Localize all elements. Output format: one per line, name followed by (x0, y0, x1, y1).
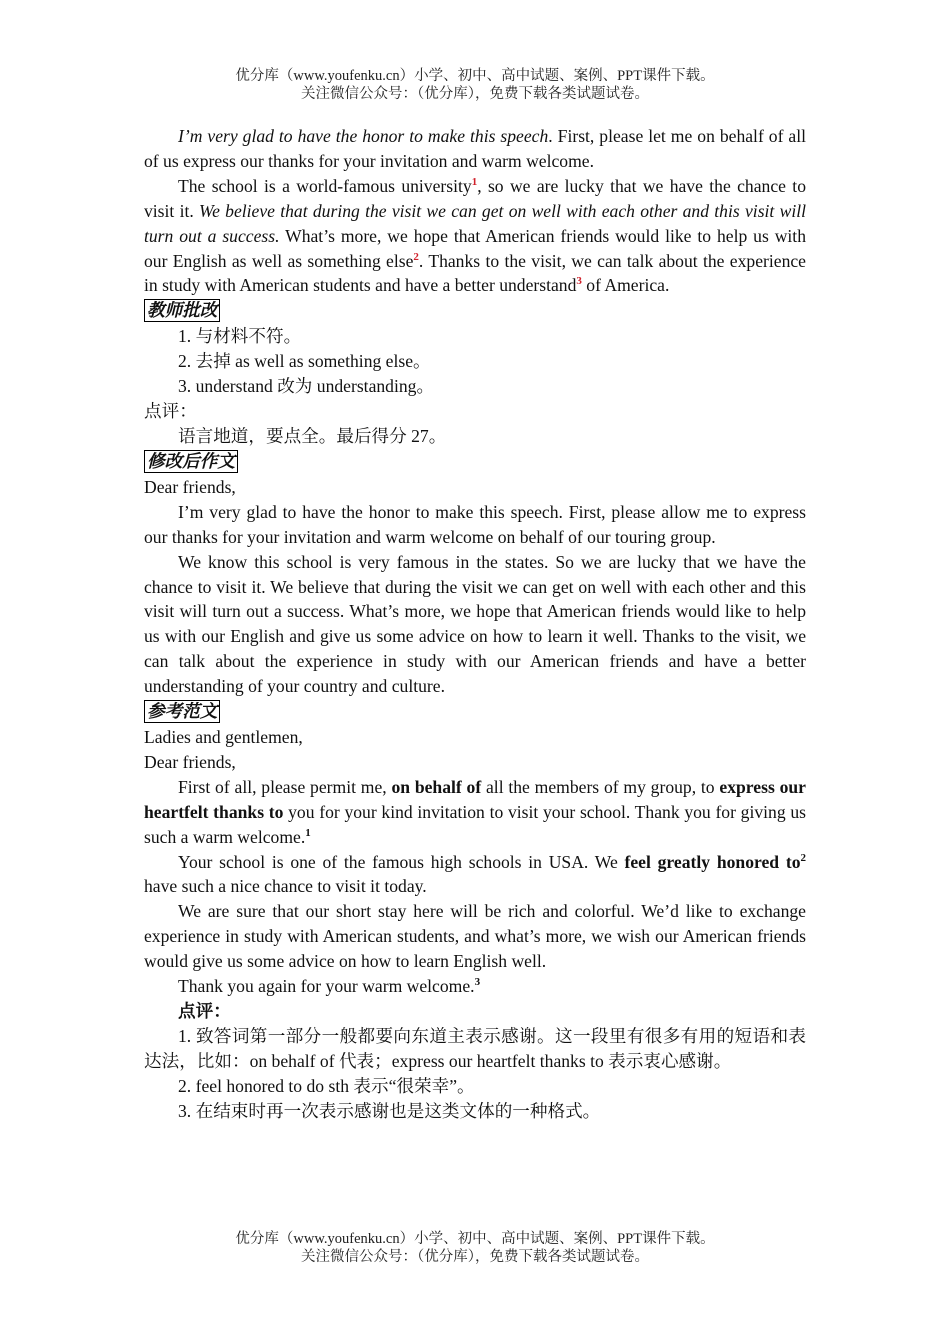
model-text: you for your kind invitation to visit your school. Thank you for giving us such a warm welcome. (144, 801, 806, 847)
document-body (144, 124, 806, 1124)
model-paragraph-2 (144, 850, 806, 900)
essay-text: The school is a world-famous university (178, 175, 472, 196)
essay-italic-sentence: We believe that during the visit we can get on well with each other and this visit will turn out a success. (144, 200, 806, 246)
essay-paragraph-2 (144, 174, 806, 299)
page-header (0, 67, 950, 103)
essay-text: , so we are lucky that we have the chance to visit it. (144, 175, 806, 221)
key-phrase: express our heartfelt thanks to (144, 776, 806, 822)
model-greeting-1: Ladies and gentlemen, (144, 727, 303, 748)
note-mark-1: 1 (305, 826, 311, 839)
footer-line-1: 优分库（www.youfenku.cn）小学、初中、高中试题、案例、PPT课件下载。 (235, 1231, 715, 1247)
correction-item-3: 3. understand 改为 understanding。 (178, 376, 435, 397)
essay-text: What’s more, we hope that American friends would like to help us with our English as well as something else (144, 225, 806, 271)
model-essay-label: 参考范文 (144, 700, 220, 723)
model-comment-label (144, 999, 806, 1024)
model-text: all the members of my group, to (481, 776, 720, 797)
essay-italic-sentence: I’m very glad to have the honor to make this speech (178, 126, 549, 146)
comment-text: 语言地道，要点全。最后得分 27。 (178, 425, 447, 446)
correction-item-2: 2. 去掉 as well as something else。 (178, 351, 431, 372)
correction-mark-2: 2 (413, 250, 419, 263)
model-text: have such a nice chance to visit it today. (144, 876, 427, 897)
model-text: Your school is one of the famous high schools in USA. We (178, 851, 625, 872)
note-mark-3: 3 (474, 976, 481, 989)
key-phrase: feel greatly honored to (624, 851, 801, 872)
essay-text: . Thanks to the visit, we can talk about the experience in study with American students and have a better understand (144, 250, 806, 296)
footer-line-2: 关注微信公众号：（优分库），免费下载各类试题试卷。 (301, 1249, 649, 1265)
essay-text: . First, please let me on behalf of all of us express our thanks for your invitation and warm welcome. (144, 126, 806, 171)
teacher-correction-label: 教师批改 (144, 299, 220, 322)
revised-paragraph-2: We know this school is very famous in the states. So we are lucky that we have the chance to visit it. We believe that during the visit we can get on well with each other and this visit will turn out a success. What’s more, we hope that American friends would like to help us with our English and give us some advice on how to learn it well. Thanks to the visit, we can talk about the experience in study with our American friends and have a better understanding of your country and culture. (144, 551, 806, 697)
correction-mark-1: 1 (471, 175, 478, 188)
key-phrase: on behalf of (391, 776, 482, 797)
revised-paragraph-1: I’m very glad to have the honor to make this speech. First, please allow me to express our thanks for your invitation and warm welcome on behalf of our touring group. (144, 501, 806, 547)
model-greeting-2: Dear friends, (144, 751, 236, 772)
model-text: Thank you again for your warm welcome. (178, 976, 475, 997)
correction-mark-3: 3 (576, 275, 582, 288)
model-paragraph-1 (144, 775, 806, 850)
correction-item-1: 1. 与材料不符。 (178, 326, 302, 347)
model-note-1: 1. 致答词第一部分一般都要向东道主表示感谢。这一段里有很多有用的短语和表达法，比如：on behalf of 代表；express our heartfelt thanks to 表示衷心感谢。 (144, 1025, 806, 1071)
comment-label-text: 点评： (178, 1001, 231, 1021)
comment-label: 点评： (144, 401, 197, 422)
header-line-2: 关注微信公众号：（优分库），免费下载各类试题试卷。 (301, 86, 649, 102)
revised-greeting: Dear friends, (144, 476, 236, 497)
model-note-3: 3. 在结束时再一次表示感谢也是这类文体的一种格式。 (178, 1100, 601, 1121)
model-paragraph-3: We are sure that our short stay here will be rich and colorful. We’d like to exchange experience in study with American students, and what’s more, we wish our American friends would give us some advice on how to learn English well. (144, 901, 806, 972)
note-mark-2: 2 (800, 851, 806, 864)
model-paragraph-4 (144, 974, 806, 999)
essay-text: of America. (581, 275, 670, 296)
model-text: First of all, please permit me, (178, 776, 392, 797)
page-footer (0, 1230, 950, 1266)
essay-paragraph-1 (144, 124, 806, 174)
revised-essay-label: 修改后作文 (144, 450, 238, 473)
header-line-1: 优分库（www.youfenku.cn）小学、初中、高中试题、案例、PPT课件下载。 (235, 68, 715, 84)
model-note-2: 2. feel honored to do sth 表示“很荣幸”。 (178, 1075, 475, 1096)
